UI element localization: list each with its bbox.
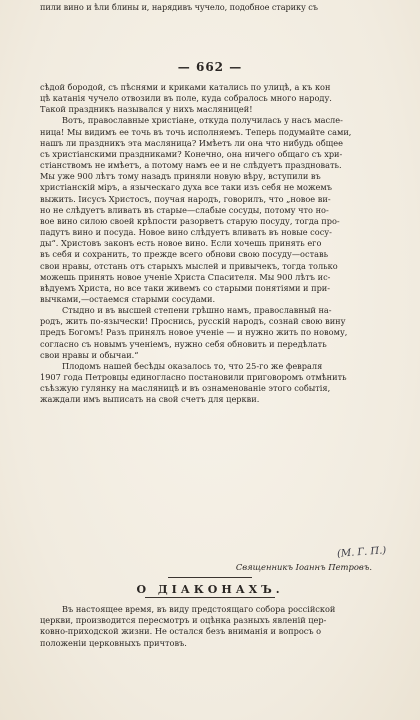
section-text-line: церкви, производится пересмотръ и оцѣнка разныхъ явленій цер-	[40, 615, 327, 626]
text-line: въ себя и сохранить, то прежде всего обнови свою посуду—оставь	[40, 249, 329, 260]
text-line: вычками,—остаемся старыми сосудами.	[40, 293, 216, 304]
text-line: жаждали имъ выписать на свой счетъ для церкви.	[40, 394, 260, 405]
text-line: падутъ вино и посуда. Новое вино слѣдуетъ вливать въ новые сосу-	[40, 227, 332, 238]
signature-text: Священникъ Іоаннъ Петровъ.	[235, 562, 372, 572]
section-text-line: положеніи церковныхъ причтовъ.	[40, 637, 187, 648]
text-line: 1907 года Петровцы единогласно постановили приговоромъ отмѣнить	[40, 372, 347, 383]
main-text	[40, 82, 374, 406]
text-line: выжить. Іисусъ Христосъ, поучая народъ, говорилъ, что „новое ви-	[40, 193, 331, 204]
text-line: ды“. Христовъ законъ есть новое вино. Если хочешь принять его	[40, 238, 322, 249]
text-line: но не слѣдуетъ вливать въ старые—слабые сосуды, потому что но-	[40, 204, 329, 215]
text-line: свои нравы и обычаи.“	[40, 349, 139, 360]
section-text	[40, 604, 374, 649]
text-line: христіанскій міръ, а языческаго духа все таки изъ себя не можемъ	[40, 182, 332, 193]
section-text-line: Въ настоящее время, въ виду предстоящаго собора россійской	[62, 604, 336, 614]
text-line: съ христіанскими праздниками? Конечно, она ничего общаго съ хри-	[40, 148, 343, 159]
section-title: О ДІАКОНАХЪ.	[136, 583, 284, 596]
text-line: согласно съ новымъ ученіемъ, нужно себя обновить и передѣлать	[40, 338, 327, 349]
text-line: свои нравы, отстань отъ старыхъ мыслей и привычекъ, тогда только	[40, 260, 338, 271]
page-number: — 662 —	[177, 60, 243, 74]
handwritten-pencil-note: (М. Г. П.)	[336, 545, 387, 560]
section-text-line: ковно-приходской жизни. Не остался безъ вниманія и вопросъ о	[40, 626, 322, 637]
text-line: Плодомъ нашей бесѣды оказалось то, что 25-го же февраля	[62, 360, 323, 371]
text-line: вѣдуемъ Христа, но все таки живемъ со старыми понятіями и при-	[40, 282, 331, 293]
text-line: цѣ катанія чучело отвозили въ поле, куда собралось много народу.	[40, 93, 332, 104]
text-line: можешь принять новое ученіе Христа Спасителя. Мы 900 лѣтъ ис-	[40, 271, 331, 282]
section-title-underline	[145, 597, 275, 598]
text-line: Вотъ, православные христіане, откуда получилась у насъ масле-	[62, 115, 343, 126]
text-line: стіанствомъ не имѣетъ, а потому намъ ее и не слѣдуетъ праздновать.	[40, 160, 342, 171]
top-fragment-line: пили вино и ѣли блины и, нарядивъ чучело, подобное старику съ	[40, 2, 318, 12]
text-line: предъ Богомъ! Разъ принялъ новое ученіе — и нужно жить по новому,	[40, 327, 348, 338]
text-line: ница! Мы видимъ ее точь въ точь исполняемъ. Теперь подумайте сами,	[40, 126, 352, 137]
separator-rule	[168, 577, 252, 578]
text-line: сѣдой бородой, съ пѣснями и криками катались по улицѣ, а къ кон	[40, 82, 331, 92]
text-line: съѣзжую гулянку на масляницѣ и въ ознаменованіе этого событія,	[40, 383, 331, 394]
text-line: родъ, жить по-язычески! Проснись, русскій народъ, сознай свою вину	[40, 316, 346, 327]
text-line: вое вино силою своей крѣпости разорветъ старую посуду, тогда про-	[40, 215, 340, 226]
signature	[235, 545, 387, 572]
text-line: Стыдно и въ высшей степени грѣшно намъ, православный на-	[62, 305, 332, 316]
text-line: нашъ ли праздникъ эта масляница? Имѣетъ ли она что нибудь общее	[40, 137, 343, 148]
text-line: Мы уже 900 лѣтъ тому назадъ приняли новую вѣру, вступили въ	[40, 171, 321, 182]
text-line: Такой праздникъ назывался у нихъ масляницей!	[40, 104, 253, 115]
